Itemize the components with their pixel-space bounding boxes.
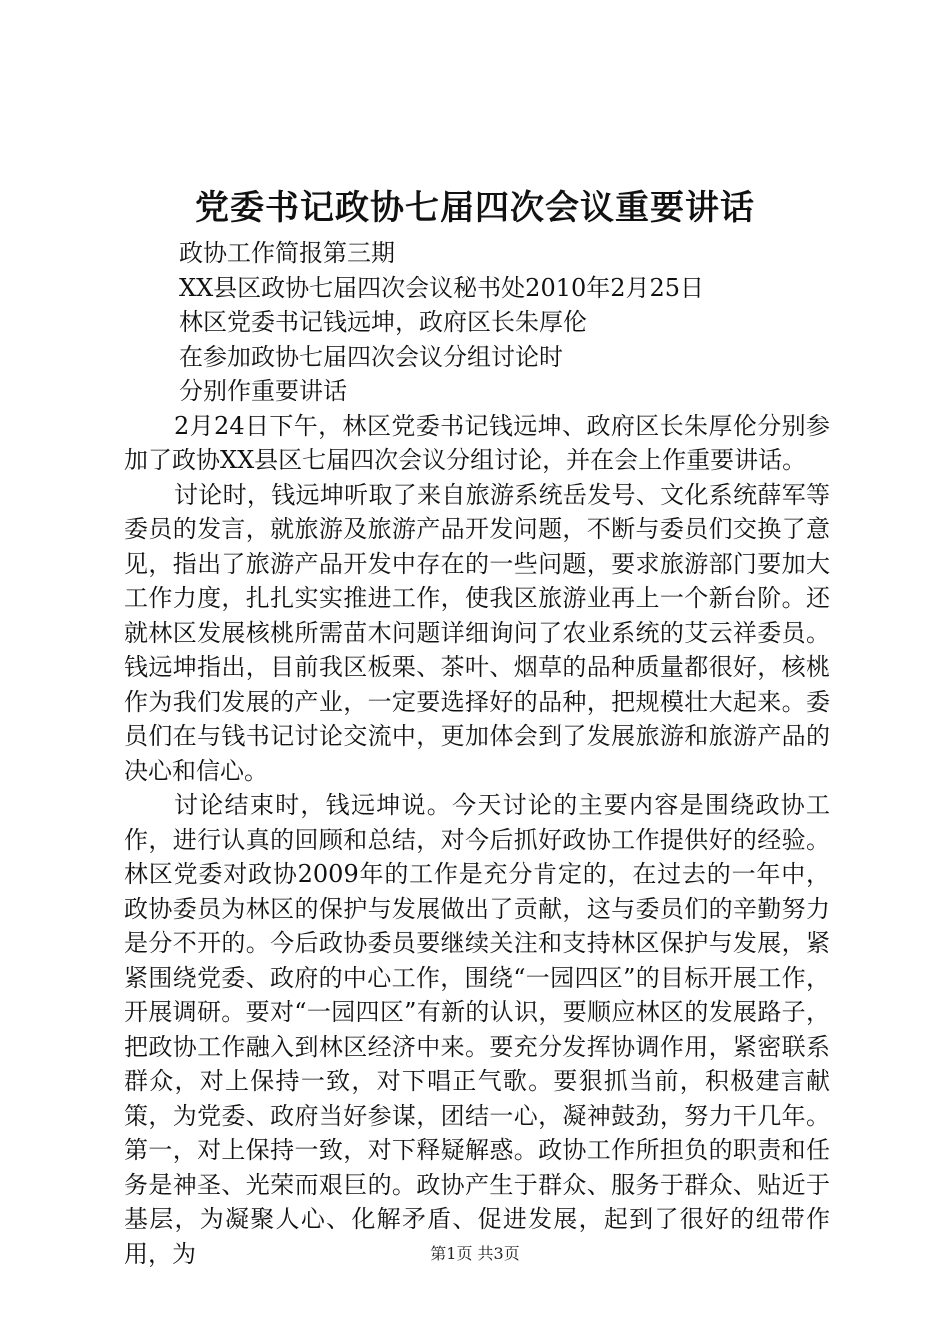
body-paragraph-1: 2月24日下午，林区党委书记钱远坤、政府区长朱厚伦分别参加了政协XX县区七届四次会议分组讨论，并在会上作重要讲话。 [124, 411, 830, 474]
body-paragraph-3: 讨论结束时，钱远坤说。今天讨论的主要内容是围绕政协工作，进行认真的回顾和总结，对今后抓好政协工作提供好的经验。林区党委对政协2009年的工作是充分肯定的，在过去的一年中，政协委员为林区的保护与发展做出了贡献，这与委员们的辛勤努力是分不开的。今后政协委员要继续关注和支持林区保护与发展，紧紧围绕党委、政府的中心工作，围绕“一园四区”的目标开展工作，开展调研。要对“一园四区”有新的认识，要顺应林区的发展路子，把政协工作融入到林区经济中来。要充分发挥协调作用，紧密联系群众，对上保持一致，对下唱正气歌。要狠抓当前，积极建言献策，为党委、政府当好参谋，团结一心，凝神鼓劲，努力干几年。第一，对上保持一致，对下释疑解惑。政协工作所担负的职责和任务是神圣、光荣而艰巨的。政协产生于群众、服务于群众、贴近于基层，为凝聚人心、化解矛盾、促进发展，起到了很好的纽带作用，为 [124, 791, 830, 1268]
bulletin-name: 政协工作简报第三期 [179, 239, 395, 267]
headline-line-2: 在参加政协七届四次会议分组讨论时 [179, 342, 563, 371]
bulletin-issuer-date: XX县区政协七届四次会议秘书处2010年2月25日 [179, 273, 705, 302]
page-number-footer: 第1页 共3页 [430, 1244, 520, 1263]
document-body [124, 236, 830, 1271]
headline-line-3: 分别作重要讲话 [179, 377, 347, 405]
body-paragraph-2: 讨论时，钱远坤听取了来自旅游系统岳发号、文化系统薛军等委员的发言，就旅游及旅游产品开发问题，不断与委员们交换了意见，指出了旅游产品开发中存在的一些问题，要求旅游部门要加大工作力度，扎扎实实推进工作，使我区旅游业再上一个新台阶。还就林区发展核桃所需苗木问题详细询问了农业系统的艾云祥委员。钱远坤指出，目前我区板栗、茶叶、烟草的品种质量都很好，核桃作为我们发展的产业，一定要选择好的品种，把规模壮大起来。委员们在与钱书记讨论交流中，更加体会到了发展旅游和旅游产品的决心和信心。 [124, 480, 830, 785]
document-title: 党委书记政协七届四次会议重要讲话 [195, 188, 755, 228]
headline-line-1: 林区党委书记钱远坤，政府区长朱厚伦 [179, 308, 587, 336]
